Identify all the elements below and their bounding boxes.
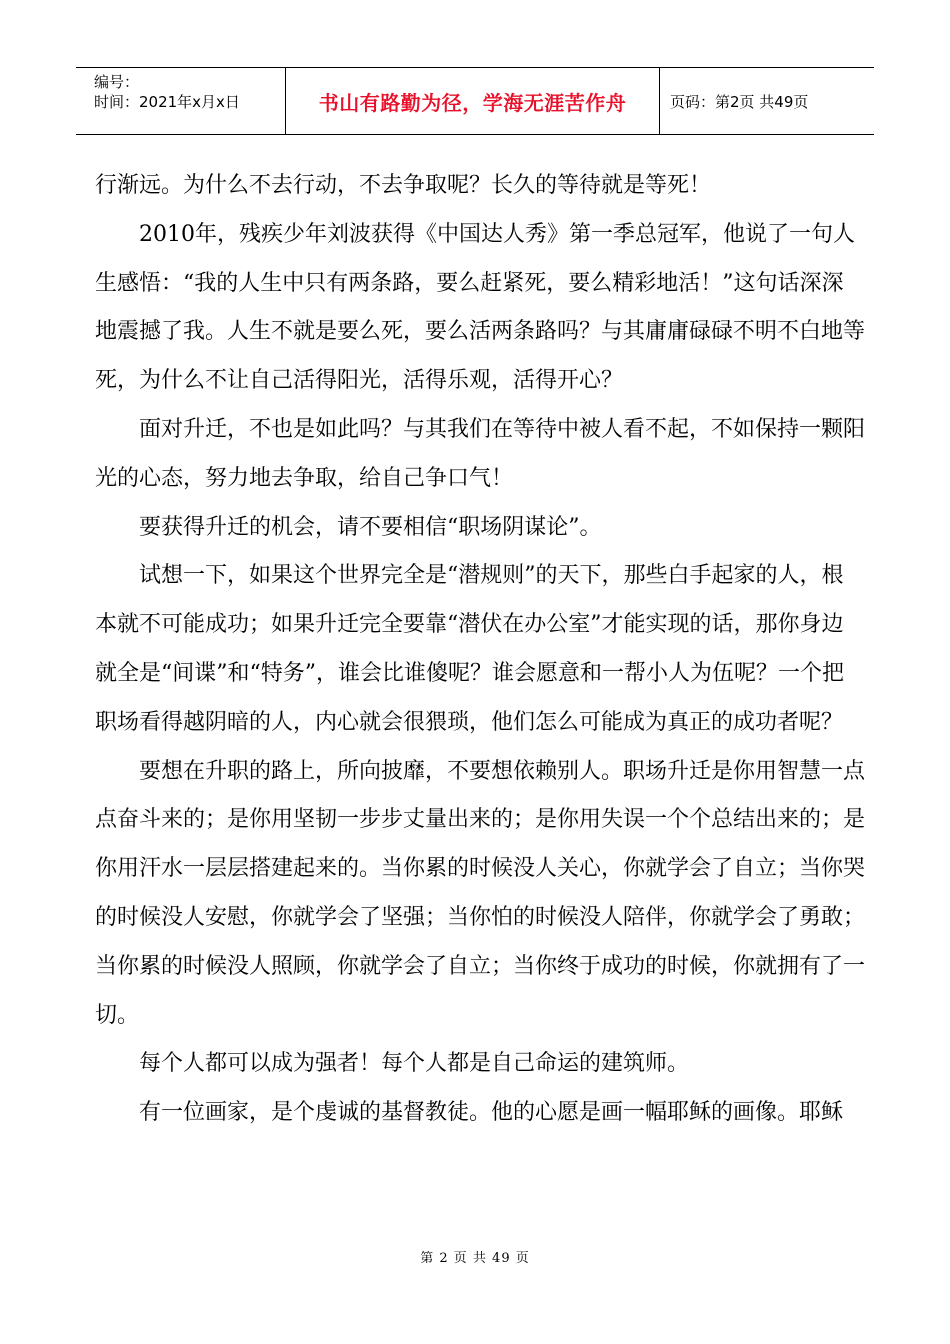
paragraph: 每个人都可以成为强者！每个人都是自己命运的建筑师。 <box>139 1051 690 1077</box>
paragraph: 试想一下，如果这个世界完全是“潜规则”的天下，那些白手起家的人，根本就不可能成功；如果升迁完全要靠“潜伏在办公室”才能实现的话，那你身边就全是“间谍”和“特务”，谁会比谁傻呢？谁会愿意和一帮小人为伍呢？一个把职场看得越阴暗的人，内心就会很猥琐，他们怎么可能成为真正的成功者呢？ <box>95 563 844 735</box>
paragraph: 要想在升职的路上，所向披靡，不要想依赖别人。职场升迁是你用智慧一点点奋斗来的；是你用坚韧一步步丈量出来的；是你用失误一个个总结出来的；是你用汗水一层层搭建起来的。当你累的时候没人关心，你就学会了自立；当你哭的时候没人安慰，你就学会了坚强；当你怕的时候没人陪伴，你就学会了勇敢；当你累的时候没人照顾，你就学会了自立；当你终于成功的时候，你就拥有了一切。 <box>95 758 866 1028</box>
page-header <box>76 67 874 135</box>
paragraph: 行渐远。为什么不去行动，不去争取呢？长久的等待就是等死！ <box>95 173 712 198</box>
document-time-label: 时间：2021年x月x日 <box>94 93 240 111</box>
document-number-label: 编号： <box>94 73 140 91</box>
header-meta <box>76 68 286 134</box>
page-footer: 第 2 页 共 49 页 <box>420 1251 530 1266</box>
document-body <box>95 162 865 1138</box>
paragraph: 2010年，残疾少年刘波获得《中国达人秀》第一季总冠军，他说了一句人生感悟：“我的人生中只有两条路，要么赶紧死，要么精彩地活！”这句话深深地震撼了我。人生不就是要么死，要么活两条路吗？与其庸庸碌碌不明不白地等死，为什么不让自己活得阳光，活得乐观，活得开心？ <box>95 221 866 394</box>
paragraph: 面对升迁，不也是如此吗？与其我们在等待中被人看不起，不如保持一颗阳光的心态，努力地去争取，给自己争口气！ <box>95 416 866 491</box>
header-motto: 书山有路勤为径，学海无涯苦作舟 <box>286 68 660 134</box>
paragraph: 有一位画家，是个虔诚的基督教徒。他的心愿是画一幅耶稣的画像。耶稣 <box>139 1100 844 1126</box>
paragraph: 要获得升迁的机会，请不要相信“职场阴谋论”。 <box>139 514 602 540</box>
header-page-info: 页码：第2页 共49页 <box>670 92 809 111</box>
